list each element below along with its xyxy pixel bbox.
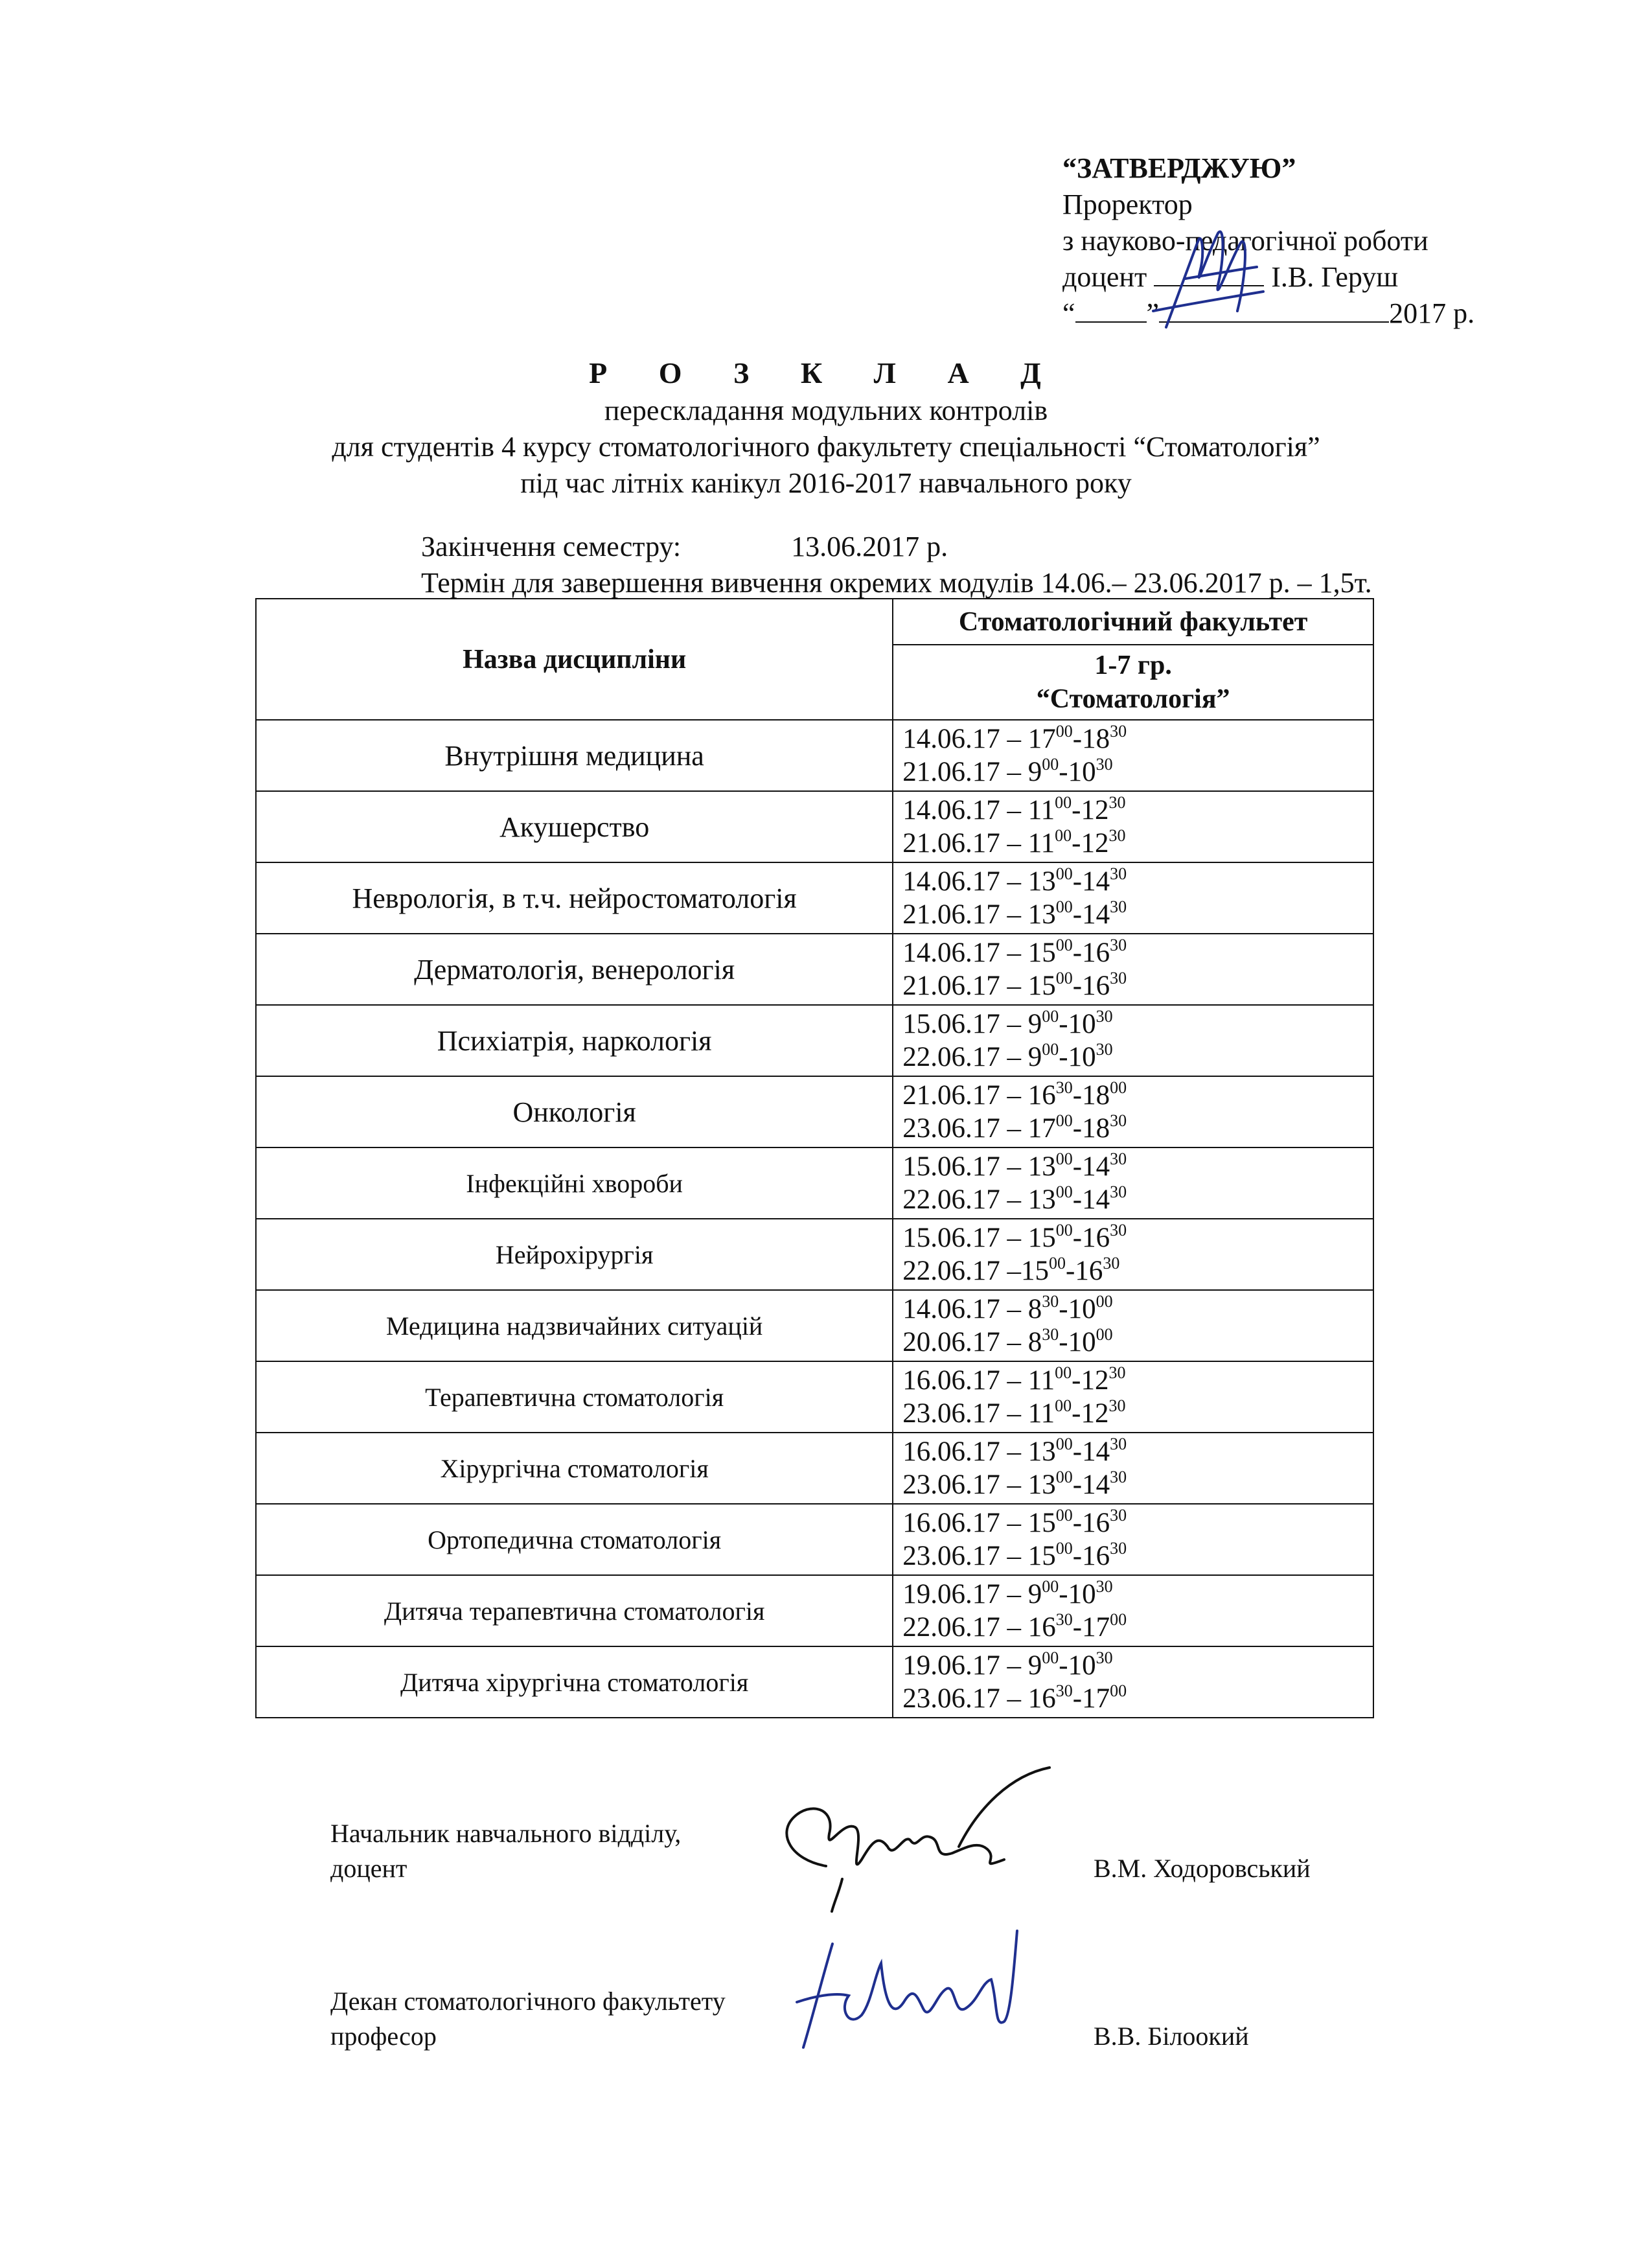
time-slot <box>902 1150 1373 1183</box>
time-hours: -14 <box>1072 1470 1110 1500</box>
time-hours: 16 <box>1027 1683 1056 1714</box>
document-subtitle-3: під час літніх канікул 2016-2017 навчального року <box>520 467 1132 499</box>
time-minutes: 30 <box>1110 1434 1127 1453</box>
schedule-cell <box>893 1504 1373 1575</box>
time-minutes: 30 <box>1110 1220 1127 1240</box>
time-slot <box>902 1079 1373 1112</box>
time-minutes: 00 <box>1055 1149 1073 1168</box>
time-hours: 9 <box>1027 757 1042 787</box>
date-text: 19.06.17 – <box>902 1650 1028 1681</box>
document-header <box>0 355 1652 502</box>
time-minutes: 00 <box>1055 864 1073 883</box>
signatory-2-title <box>330 1984 726 2054</box>
time-slot <box>902 1041 1373 1074</box>
time-hours: -12 <box>1072 1398 1109 1429</box>
semester-end-label: Закінчення семестру: <box>421 531 682 562</box>
subject-cell: Дитяча хірургічна стоматологія <box>256 1646 893 1718</box>
time-hours: -14 <box>1072 1436 1110 1467</box>
subject-cell: Терапевтична стоматологія <box>256 1361 893 1433</box>
date-text: 16.06.17 – <box>902 1365 1028 1396</box>
time-minutes: 00 <box>1055 825 1072 845</box>
time-slot <box>902 969 1373 1002</box>
module-term-row: Термін для завершення вивчення окремих модулів 14.06.– 23.06.2017 р. – 1,5т. <box>421 567 1372 599</box>
date-text: 23.06.17 – <box>902 1470 1028 1500</box>
time-hours: -10 <box>1059 1009 1096 1039</box>
schedule-cell <box>893 1646 1373 1718</box>
time-slot <box>902 1506 1373 1539</box>
time-hours: -10 <box>1059 1294 1096 1324</box>
time-minutes: 00 <box>1055 1220 1073 1240</box>
date-text: 20.06.17 – <box>902 1327 1028 1357</box>
semester-dates <box>421 529 1372 601</box>
time-hours: -12 <box>1072 795 1109 825</box>
time-minutes: 30 <box>1110 968 1127 987</box>
time-hours: -14 <box>1072 866 1110 897</box>
approval-position: Проректор <box>1062 189 1193 220</box>
time-minutes: 00 <box>1055 1363 1072 1382</box>
time-hours: 13 <box>1027 899 1056 930</box>
time-minutes: 30 <box>1110 897 1127 916</box>
schedule-cell <box>893 791 1373 862</box>
signatory-2-signature <box>784 1918 1024 2060</box>
time-hours: 13 <box>1027 1151 1056 1182</box>
time-hours: 9 <box>1027 1042 1042 1072</box>
time-minutes: 30 <box>1110 864 1127 883</box>
time-slot <box>902 1397 1373 1430</box>
date-text: 21.06.17 – <box>902 828 1028 859</box>
time-minutes: 30 <box>1108 1396 1126 1415</box>
time-slot <box>902 1468 1373 1501</box>
semester-end-value: 13.06.2017 р. <box>791 531 948 562</box>
time-hours: 11 <box>1027 795 1055 825</box>
time-slot <box>902 1364 1373 1397</box>
table-row <box>256 791 1373 862</box>
schedule-cell <box>893 1290 1373 1361</box>
time-slot <box>902 1649 1373 1682</box>
time-hours: -14 <box>1072 1184 1110 1215</box>
time-hours: -14 <box>1072 1151 1110 1182</box>
table-row <box>256 1646 1373 1718</box>
approval-title: “ЗАТВЕРДЖУЮ” <box>1062 152 1296 184</box>
date-text: 15.06.17 – <box>902 1223 1028 1253</box>
semester-end-row <box>421 529 1372 565</box>
date-text: 16.06.17 – <box>902 1508 1028 1538</box>
time-hours: 17 <box>1027 1113 1056 1144</box>
date-text: 23.06.17 – <box>902 1398 1028 1429</box>
time-slot <box>902 865 1373 898</box>
time-hours: 11 <box>1027 1398 1055 1429</box>
table-row <box>256 1219 1373 1290</box>
schedule-cell <box>893 1575 1373 1646</box>
time-hours: 11 <box>1027 1365 1055 1396</box>
date-text: 23.06.17 – <box>902 1113 1028 1144</box>
approval-quote-close: ” <box>1146 297 1160 329</box>
time-hours: 16 <box>1027 1080 1056 1111</box>
time-minutes: 30 <box>1096 1006 1113 1026</box>
time-minutes: 00 <box>1042 1006 1059 1026</box>
time-hours: 13 <box>1027 1184 1056 1215</box>
time-slot <box>902 722 1373 755</box>
time-minutes: 00 <box>1042 1576 1059 1596</box>
time-hours: -12 <box>1072 1365 1109 1396</box>
time-hours: 8 <box>1027 1327 1042 1357</box>
table-row <box>256 1504 1373 1575</box>
signatory-1-position: Начальник навчального відділу, <box>330 1819 682 1848</box>
approval-year: 2017 р. <box>1389 297 1475 329</box>
time-minutes: 00 <box>1055 1396 1072 1415</box>
subject-cell: Дерматологія, венерологія <box>256 934 893 1005</box>
time-minutes: 30 <box>1110 721 1127 741</box>
time-minutes: 30 <box>1110 1182 1127 1201</box>
time-minutes: 00 <box>1055 792 1072 812</box>
time-hours: -10 <box>1059 757 1096 787</box>
time-slot <box>902 936 1373 969</box>
time-minutes: 00 <box>1042 1039 1059 1059</box>
date-text: 21.06.17 – <box>902 971 1028 1001</box>
date-text: 21.06.17 – <box>902 757 1028 787</box>
time-minutes: 30 <box>1055 1078 1073 1097</box>
date-text: 14.06.17 – <box>902 1294 1028 1324</box>
time-hours: 15 <box>1027 938 1056 968</box>
time-slot <box>902 1682 1373 1715</box>
schedule-cell <box>893 1147 1373 1219</box>
time-minutes: 00 <box>1055 1505 1073 1525</box>
signatory-2-position: Декан стоматологічного факультету <box>330 1987 726 2016</box>
time-hours: 15 <box>1027 1541 1056 1571</box>
time-minutes: 00 <box>1042 754 1059 774</box>
approval-signer-name: І.В. Геруш <box>1271 261 1399 293</box>
time-hours: -14 <box>1072 899 1110 930</box>
subject-cell: Інфекційні хвороби <box>256 1147 893 1219</box>
approval-rank: доцент <box>1062 261 1147 293</box>
signatory-1-title <box>330 1816 681 1886</box>
date-text: 16.06.17 – <box>902 1436 1028 1467</box>
time-minutes: 00 <box>1055 721 1073 741</box>
time-slot <box>902 1539 1373 1573</box>
schedule-cell <box>893 1433 1373 1504</box>
schedule-cell <box>893 1361 1373 1433</box>
subject-cell: Психіатрія, наркологія <box>256 1005 893 1076</box>
time-hours: 15 <box>1027 971 1056 1001</box>
time-hours: -18 <box>1072 724 1110 754</box>
time-hours: -10 <box>1059 1327 1096 1357</box>
subject-cell: Ортопедична стоматологія <box>256 1504 893 1575</box>
time-minutes: 00 <box>1042 1648 1059 1667</box>
time-hours: 9 <box>1027 1009 1042 1039</box>
schedule-table <box>255 598 1374 1718</box>
approval-quote-open: “ <box>1062 297 1075 329</box>
time-minutes: 30 <box>1110 935 1127 954</box>
time-hours: -17 <box>1072 1683 1110 1714</box>
date-text: 22.06.17 – <box>902 1184 1028 1215</box>
schedule-cell <box>893 1219 1373 1290</box>
date-text: 14.06.17 – <box>902 795 1028 825</box>
time-hours: -16 <box>1066 1256 1103 1286</box>
date-text: 23.06.17 – <box>902 1541 1028 1571</box>
time-minutes: 30 <box>1110 1538 1127 1558</box>
time-slot <box>902 794 1373 827</box>
time-hours: 17 <box>1027 724 1056 754</box>
schedule-cell <box>893 862 1373 934</box>
time-hours: 11 <box>1027 828 1055 859</box>
time-minutes: 30 <box>1055 1609 1073 1629</box>
time-minutes: 00 <box>1055 1467 1073 1486</box>
group-range: 1-7 гр. <box>1094 651 1172 680</box>
time-minutes: 00 <box>1096 1291 1113 1311</box>
time-minutes: 00 <box>1055 1111 1073 1130</box>
date-text: 14.06.17 – <box>902 724 1028 754</box>
subject-cell: Неврологія, в т.ч. нейростоматологія <box>256 862 893 934</box>
time-minutes: 30 <box>1096 754 1113 774</box>
time-minutes: 00 <box>1110 1078 1127 1097</box>
subject-cell: Хірургічна стоматологія <box>256 1433 893 1504</box>
signatory-2-rank: професор <box>330 2022 437 2051</box>
time-minutes: 30 <box>1042 1324 1059 1344</box>
table-row <box>256 934 1373 1005</box>
column-header-group <box>893 645 1373 720</box>
subject-cell: Нейрохірургія <box>256 1219 893 1290</box>
time-minutes: 00 <box>1055 968 1073 987</box>
subject-cell: Дитяча терапевтична стоматологія <box>256 1575 893 1646</box>
document-subtitle-2: для студентів 4 курсу стоматологічного факультету спеціальності “Стоматологія” <box>332 431 1320 463</box>
time-hours: -10 <box>1059 1650 1096 1681</box>
subject-cell: Внутрішня медицина <box>256 720 893 791</box>
time-minutes: 30 <box>1055 1681 1073 1700</box>
schedule-cell <box>893 1005 1373 1076</box>
time-hours: -16 <box>1072 1223 1110 1253</box>
approval-signature <box>1127 214 1296 337</box>
time-minutes: 30 <box>1108 825 1126 845</box>
column-header-faculty: Стоматологічний факультет <box>893 599 1373 645</box>
date-text: 14.06.17 – <box>902 938 1028 968</box>
time-hours: 9 <box>1027 1579 1042 1609</box>
date-text: 14.06.17 – <box>902 866 1028 897</box>
document-title: Р О З К Л А Д <box>589 356 1063 389</box>
time-minutes: 00 <box>1049 1253 1066 1273</box>
time-minutes: 00 <box>1110 1609 1127 1629</box>
time-slot <box>902 1112 1373 1145</box>
time-hours: -16 <box>1072 1541 1110 1571</box>
time-hours: -16 <box>1072 1508 1110 1538</box>
time-hours: 13 <box>1027 866 1056 897</box>
table-row <box>256 1290 1373 1361</box>
time-hours: -10 <box>1059 1042 1096 1072</box>
time-hours: -12 <box>1072 828 1109 859</box>
time-slot <box>902 1293 1373 1326</box>
time-slot <box>902 827 1373 860</box>
time-hours: -16 <box>1072 938 1110 968</box>
time-slot <box>902 1611 1373 1644</box>
table-row <box>256 862 1373 934</box>
time-minutes: 30 <box>1110 1149 1127 1168</box>
schedule-body <box>256 720 1373 1718</box>
table-row <box>256 1076 1373 1147</box>
time-slot <box>902 1254 1373 1287</box>
date-text: 19.06.17 – <box>902 1579 1028 1609</box>
table-row <box>256 1361 1373 1433</box>
time-minutes: 30 <box>1103 1253 1120 1273</box>
signatory-1-rank: доцент <box>330 1854 407 1883</box>
time-hours: -18 <box>1072 1113 1110 1144</box>
signatory-2-name: В.В. Білоокий <box>1094 2022 1249 2051</box>
time-minutes: 00 <box>1110 1681 1127 1700</box>
table-row <box>256 1575 1373 1646</box>
time-minutes: 30 <box>1110 1111 1127 1130</box>
time-minutes: 00 <box>1096 1324 1113 1344</box>
table-row <box>256 1433 1373 1504</box>
date-text: 22.06.17 – <box>902 1042 1028 1072</box>
table-row <box>256 1147 1373 1219</box>
date-text: 21.06.17 – <box>902 899 1028 930</box>
time-slot <box>902 1326 1373 1359</box>
time-slot <box>902 755 1373 789</box>
date-text: 15.06.17 – <box>902 1151 1028 1182</box>
time-slot <box>902 1435 1373 1468</box>
time-slot <box>902 898 1373 931</box>
time-minutes: 00 <box>1055 1182 1073 1201</box>
table-row <box>256 720 1373 791</box>
time-minutes: 30 <box>1108 792 1126 812</box>
time-hours: 15 <box>1027 1508 1056 1538</box>
time-hours: 15 <box>1027 1223 1056 1253</box>
schedule-cell <box>893 934 1373 1005</box>
time-minutes: 30 <box>1110 1467 1127 1486</box>
column-header-subject: Назва дисципліни <box>256 599 893 720</box>
time-hours: -17 <box>1072 1612 1110 1643</box>
date-text: 22.06.17 – <box>902 1612 1028 1643</box>
time-minutes: 00 <box>1055 1538 1073 1558</box>
date-text: 23.06.17 – <box>902 1683 1028 1714</box>
time-hours: 16 <box>1027 1612 1056 1643</box>
time-hours: 13 <box>1027 1436 1056 1467</box>
signatory-1-signature <box>764 1762 1062 1924</box>
approval-department: з науково-педагогічної роботи <box>1062 225 1428 257</box>
subject-cell: Онкологія <box>256 1076 893 1147</box>
time-hours: 13 <box>1027 1470 1056 1500</box>
time-hours: 9 <box>1027 1650 1042 1681</box>
date-text: 15.06.17 – <box>902 1009 1028 1039</box>
time-slot <box>902 1008 1373 1041</box>
date-text: 22.06.17 – <box>902 1256 1021 1286</box>
time-minutes: 30 <box>1096 1576 1113 1596</box>
time-minutes: 30 <box>1108 1363 1126 1382</box>
time-minutes: 30 <box>1096 1039 1113 1059</box>
time-minutes: 00 <box>1055 897 1073 916</box>
time-slot <box>902 1183 1373 1216</box>
time-slot <box>902 1578 1373 1611</box>
time-minutes: 30 <box>1096 1648 1113 1667</box>
time-minutes: 00 <box>1055 935 1073 954</box>
schedule-cell <box>893 1076 1373 1147</box>
time-minutes: 30 <box>1042 1291 1059 1311</box>
table-row <box>256 1005 1373 1076</box>
date-text: 21.06.17 – <box>902 1080 1028 1111</box>
time-hours: -10 <box>1059 1579 1096 1609</box>
signatory-1-name: В.М. Ходоровський <box>1094 1854 1311 1883</box>
time-hours: -18 <box>1072 1080 1110 1111</box>
time-minutes: 00 <box>1055 1434 1073 1453</box>
time-slot <box>902 1221 1373 1254</box>
subject-cell: Медицина надзвичайних ситуацій <box>256 1290 893 1361</box>
group-specialty: “Стоматологія” <box>1036 684 1230 714</box>
time-hours: 8 <box>1027 1294 1042 1324</box>
schedule-cell <box>893 720 1373 791</box>
subject-cell: Акушерство <box>256 791 893 862</box>
time-hours: -16 <box>1072 971 1110 1001</box>
document-subtitle-1: перескладання модульних контролів <box>604 395 1048 426</box>
time-minutes: 30 <box>1110 1505 1127 1525</box>
time-hours: 15 <box>1021 1256 1049 1286</box>
